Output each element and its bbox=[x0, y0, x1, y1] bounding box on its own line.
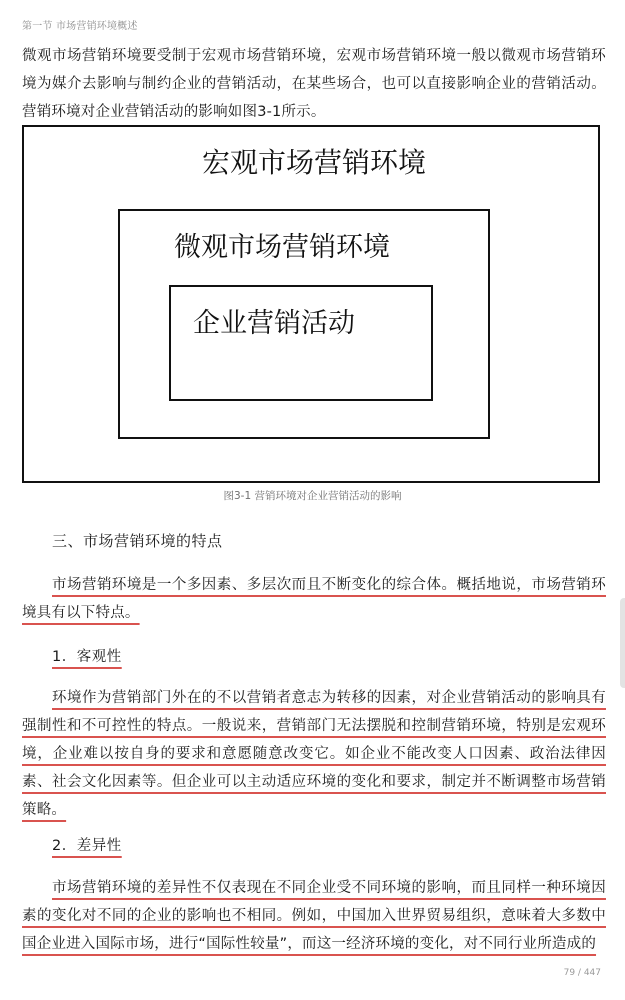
highlighted-text: 1．客观性 bbox=[52, 649, 122, 665]
enterprise-activity-label: 企业营销活动 bbox=[193, 308, 355, 339]
section-heading: 三、市场营销环境的特点 bbox=[52, 532, 223, 550]
highlighted-text: 市场营销环境的差异性不仅表现在不同企业受不同环境的影响，而且同样一种环境因素的变化对不同的企业的影响也不相同。例如，中国加入世界贸易组织，意味着大多数中国企业进入国际市场，进行“国际性较量”，而这一经济环境的变化，对不同行业所造成的 bbox=[22, 880, 606, 952]
macro-environment-label: 宏观市场营销环境 bbox=[202, 146, 427, 179]
section-lead-paragraph bbox=[22, 571, 606, 627]
figure-caption: 图3-1 营销环境对企业营销活动的影响 bbox=[223, 490, 402, 502]
highlighted-text: 市场营销环境是一个多因素、多层次而且不断变化的综合体。概括地说，市场营销环境具有以下特点。 bbox=[22, 577, 606, 621]
running-header: 第一节 市场营销环境概述 bbox=[22, 21, 138, 32]
highlighted-text: 2．差异性 bbox=[52, 838, 122, 854]
enterprise-activity-box bbox=[169, 285, 433, 401]
intro-paragraph: 微观市场营销环境要受制于宏观市场营销环境，宏观市场营销环境一般以微观市场营销环境为媒介去影响与制约企业的营销活动，在某些场合，也可以直接影响企业的营销活动。营销环境对企业营销活动的影响如图3-1所示。 bbox=[22, 48, 606, 120]
objectivity-paragraph bbox=[22, 684, 606, 824]
item-heading-objectivity bbox=[52, 645, 122, 666]
environment-diagram bbox=[22, 125, 600, 483]
side-scroll-handle[interactable] bbox=[620, 598, 625, 688]
micro-environment-box bbox=[118, 209, 490, 439]
item-heading-difference bbox=[52, 834, 122, 855]
highlighted-text: 环境作为营销部门外在的不以营销者意志为转移的因素，对企业营销活动的影响具有强制性和不可控性的特点。一般说来，营销部门无法摆脱和控制营销环境，特别是宏观环境，企业难以按自身的要求和意愿随意改变它。如企业不能改变人口因素、政治法律因素、社会文化因素等。但企业可以主动适应环境的变化和要求，制定并不断调整市场营销策略。 bbox=[22, 690, 606, 818]
micro-environment-label: 微观市场营销环境 bbox=[174, 232, 390, 263]
page-indicator: 79 / 447 bbox=[563, 968, 601, 978]
difference-paragraph bbox=[22, 874, 606, 958]
